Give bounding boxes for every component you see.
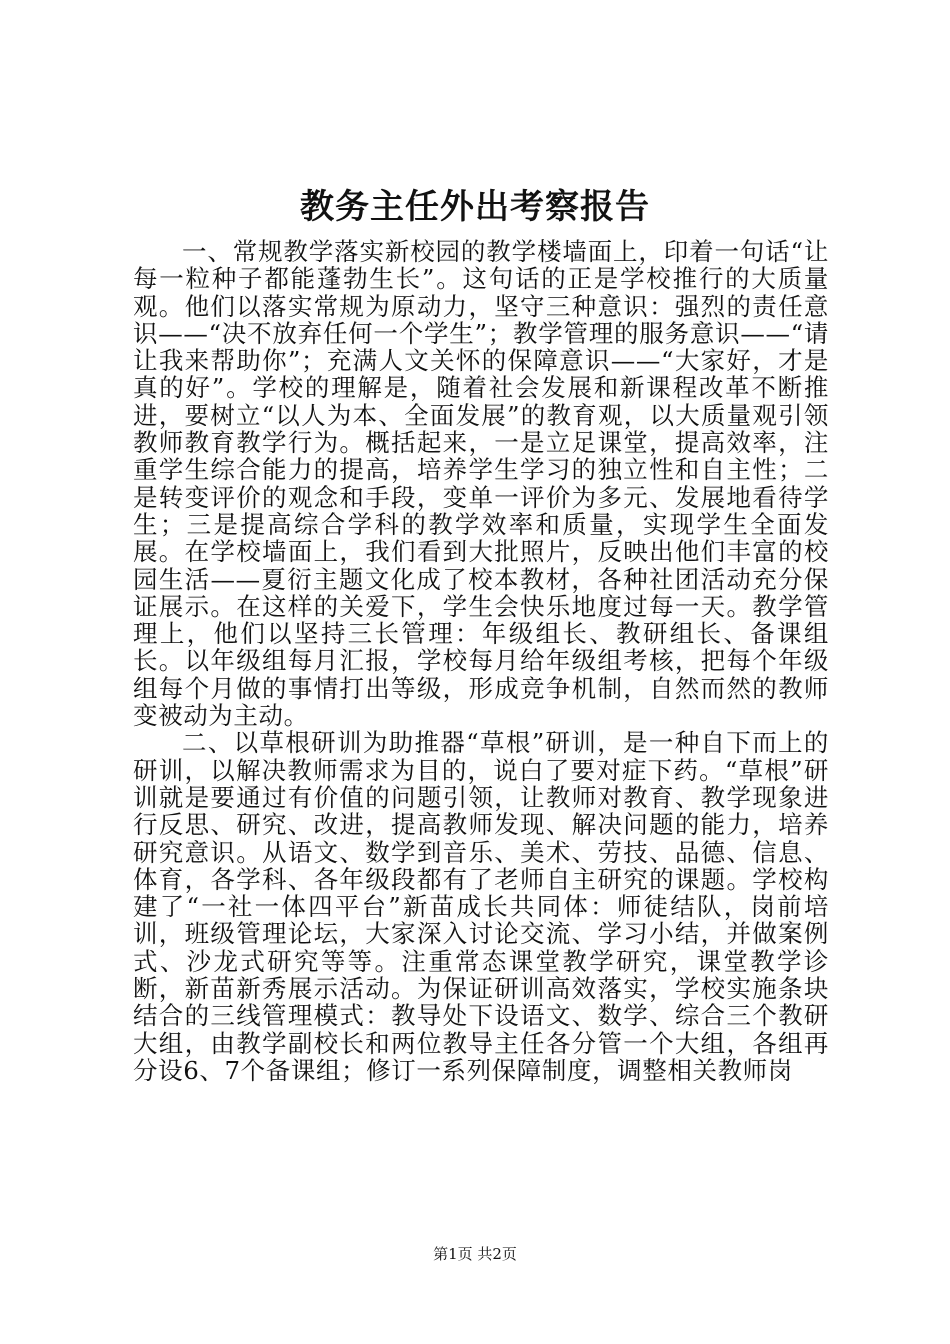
document-title: 教务主任外出考察报告	[300, 187, 650, 227]
document-body	[133, 238, 829, 1084]
page-footer: 第1页 共2页	[433, 1245, 517, 1263]
paragraph-1: 一、常规教学落实新校园的教学楼墙面上，印着一句话“让每一粒种子都能蓬勃生长”。这句话的正是学校推行的大质量观。他们以落实常规为原动力，坚守三种意识：强烈的责任意识——“决不放弃任何一个学生”；教学管理的服务意识——“请让我来帮助你”；充满人文关怀的保障意识——“大家好，才是真的好”。学校的理解是，随着社会发展和新课程改革不断推进，要树立“以人为本、全面发展”的教育观，以大质量观引领教师教育教学行为。概括起来，一是立足课堂，提高效率，注重学生综合能力的提高，培养学生学习的独立性和自主性；二是转变评价的观念和手段，变单一评价为多元、发展地看待学生；三是提高综合学科的教学效率和质量，实现学生全面发展。在学校墙面上，我们看到大批照片，反映出他们丰富的校园生活——夏衍主题文化成了校本教材，各种社团活动充分保证展示。在这样的关爱下，学生会快乐地度过每一天。教学管理上，他们以坚持三长管理：年级组长、教研组长、备课组长。以年级组每月汇报，学校每月给年级组考核，把每个年级组每个月做的事情打出等级，形成竞争机制，自然而然的教师变被动为主动。	[133, 237, 829, 731]
paragraph-2: 二、以草根研训为助推器“草根”研训，是一种自下而上的研训，以解决教师需求为目的，说白了要对症下药。“草根”研训就是要通过有价值的问题引领，让教师对教育、教学现象进行反思、研究、改进，提高教师发现、解决问题的能力，培养研究意识。从语文、数学到音乐、美术、劳技、品德、信息、体育，各学科、各年级段都有了老师自主研究的课题。学校构建了“一社一体四平台”新苗成长共同体：师徒结队，岗前培训，班级管理论坛，大家深入讨论交流、学习小结，并做案例式、沙龙式研究等等。注重常态课堂教学研究，课堂教学诊断，新苗新秀展示活动。为保证研训高效落实，学校实施条块结合的三线管理模式：教导处下设语文、数学、综合三个教研大组，由教学副校长和两位教导主任各分管一个大组，各组再分设6、7个备课组；修订一系列保障制度，调整相关教师岗	[133, 728, 829, 1085]
